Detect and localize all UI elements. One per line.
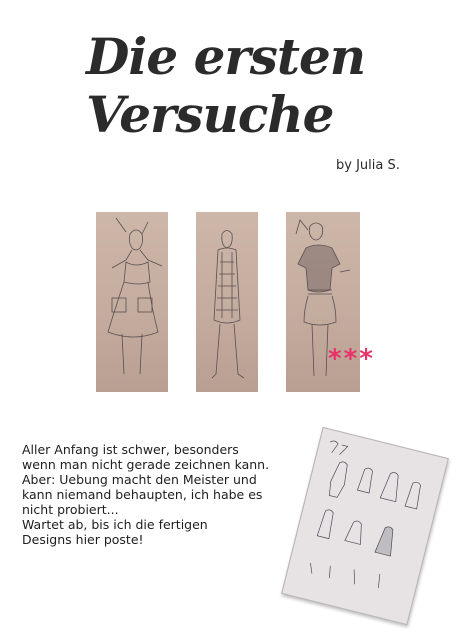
author-byline: by Julia S. xyxy=(336,158,400,173)
sketch-dress-shift xyxy=(196,212,258,392)
title-line-2: Versuche xyxy=(86,85,334,144)
decorative-stars: *** xyxy=(328,344,375,374)
sketch-photo-2 xyxy=(196,212,258,392)
sketch-photo-1 xyxy=(96,212,168,392)
sketch-dress-apron xyxy=(96,212,168,392)
intro-paragraph: Aller Anfang ist schwer, besonders wenn man nicht gerade zeichnen kann. Aber: Uebung macht den Meister und kann niemand behaupten, ich habe es nicht probiert... Wartet ab, bis ich die fertigen Designs hier poste! xyxy=(22,442,270,547)
page-title xyxy=(86,28,365,144)
title-line-1: Die ersten xyxy=(86,27,366,86)
